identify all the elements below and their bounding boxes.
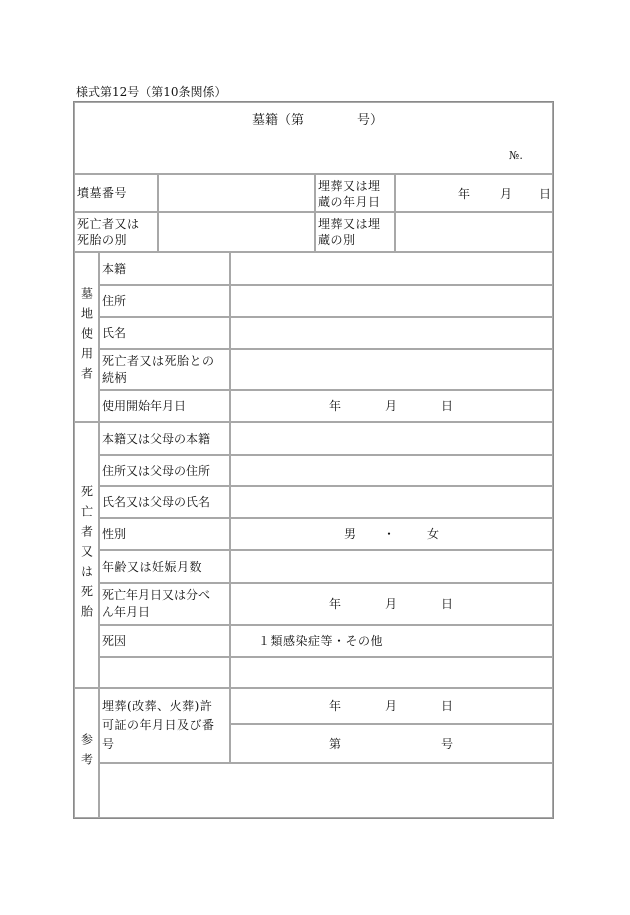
user-start-date-label: 使用開始年月日: [102, 399, 187, 413]
deceased-honseki-label: 本籍又は父母の本籍: [102, 431, 211, 446]
deceased-address-label-cell: [99, 455, 230, 486]
user-section-side-label: 墓地使用者: [79, 287, 94, 387]
permit-label-cell: [99, 688, 230, 763]
user-address-label: 住所: [102, 294, 127, 308]
deceased-type-value-cell[interactable]: [158, 212, 315, 252]
user-section-side-label-cell: [74, 252, 99, 422]
death-date-day: 日: [441, 597, 454, 611]
permit-date-day: 日: [441, 699, 454, 713]
user-start-date-day: 日: [441, 399, 454, 413]
deceased-extra-value-cell[interactable]: [230, 657, 553, 688]
deceased-death-date-label-line-2: ん年月日: [102, 605, 151, 619]
user-start-date-value-cell[interactable]: [230, 390, 553, 422]
deceased-cause-value: １類感染症等・その他: [258, 634, 384, 648]
death-date-year: 年: [329, 597, 342, 611]
grave-number-value-cell[interactable]: [158, 174, 315, 212]
user-relation-value-cell[interactable]: [230, 349, 553, 390]
user-honseki-label-cell: [99, 252, 230, 285]
burial-date-value-cell[interactable]: [395, 174, 553, 212]
deceased-type-label-line-1: 死亡者又は: [77, 217, 140, 231]
sex-option-female[interactable]: 女: [427, 527, 440, 541]
deceased-honseki-value-cell[interactable]: [230, 422, 553, 455]
sex-option-male[interactable]: 男: [344, 527, 357, 541]
burial-date-label-cell: [315, 174, 395, 212]
form-caption: 様式第12号（第10条関係）: [76, 85, 227, 99]
deceased-name-value-cell[interactable]: [230, 486, 553, 518]
user-start-date-year: 年: [329, 399, 342, 413]
deceased-cause-label: 死因: [102, 634, 127, 648]
deceased-cause-value-cell[interactable]: [230, 625, 553, 657]
permit-date-year: 年: [329, 699, 342, 713]
reference-section-side-label-cell: [74, 688, 99, 818]
permit-date-month: 月: [385, 699, 398, 713]
permit-label-line-3: 号: [102, 737, 115, 751]
permit-date-value-cell[interactable]: [230, 688, 553, 724]
grave-register-form: [73, 101, 554, 819]
reference-notes-cell[interactable]: [99, 763, 553, 818]
user-address-label-cell: [99, 285, 230, 317]
user-relation-label-cell: [99, 349, 230, 390]
deceased-type-label-cell: [74, 212, 158, 252]
user-name-label: 氏名: [102, 326, 127, 340]
deceased-age-label: 年齢又は妊娠月数: [102, 559, 203, 574]
deceased-honseki-label-cell: [99, 422, 230, 455]
burial-date-label-line-2: 蔵の年月日: [318, 195, 381, 209]
permit-label-line-1: 埋葬(改葬、火葬)許: [102, 699, 213, 713]
deceased-death-date-label-line-1: 死亡年月日又は分べ: [102, 588, 211, 602]
deceased-section-side-label: 死亡者又は死胎: [79, 485, 94, 625]
deceased-name-label-cell: [99, 486, 230, 518]
deceased-death-date-value-cell[interactable]: [230, 583, 553, 625]
burial-type-label-cell: [315, 212, 395, 252]
deceased-name-label: 氏名又は父母の氏名: [102, 495, 211, 509]
user-address-value-cell[interactable]: [230, 285, 553, 317]
burial-type-label-line-1: 埋葬又は埋: [318, 217, 381, 231]
permit-number-prefix: 第: [329, 737, 342, 751]
burial-date-day: 日: [539, 187, 552, 201]
user-name-label-cell: [99, 317, 230, 349]
permit-label-line-2: 可証の年月日及び番: [102, 718, 215, 732]
burial-date-year: 年: [458, 187, 471, 201]
header-cell: [74, 102, 553, 174]
sex-option-separator: ・: [383, 527, 396, 541]
user-relation-label-line-2: 続柄: [102, 371, 128, 385]
deceased-sex-label: 性別: [102, 527, 127, 541]
user-relation-label-line-1: 死亡者又は死胎との: [102, 354, 215, 368]
grave-number-label-cell: [74, 174, 158, 212]
deceased-extra-label-cell: [99, 657, 230, 688]
deceased-address-value-cell[interactable]: [230, 455, 553, 486]
deceased-section-side-label-cell: [74, 422, 99, 688]
register-title-suffix: 号）: [357, 113, 384, 128]
user-start-date-month: 月: [385, 399, 398, 413]
burial-type-value-cell[interactable]: [395, 212, 553, 252]
user-honseki-label: 本籍: [102, 261, 127, 276]
burial-date-label-line-1: 埋葬又は埋: [318, 179, 381, 193]
deceased-sex-value-cell[interactable]: [230, 518, 553, 550]
deceased-address-label: 住所又は父母の住所: [102, 463, 211, 478]
user-honseki-value-cell[interactable]: [230, 252, 553, 285]
user-start-date-label-cell: [99, 390, 230, 422]
user-name-value-cell[interactable]: [230, 317, 553, 349]
register-title-prefix: 墓籍（第: [252, 113, 305, 128]
deceased-age-label-cell: [99, 550, 230, 583]
permit-number-suffix: 号: [441, 737, 454, 751]
grave-number-label: 墳墓番号: [77, 186, 128, 200]
deceased-cause-label-cell: [99, 625, 230, 657]
deceased-death-date-label-cell: [99, 583, 230, 625]
permit-number-value-cell[interactable]: [230, 724, 553, 763]
deceased-sex-label-cell: [99, 518, 230, 550]
register-no-label: №.: [509, 149, 523, 162]
burial-type-label-line-2: 蔵の別: [318, 233, 356, 247]
death-date-month: 月: [385, 597, 398, 611]
deceased-type-label-line-2: 死胎の別: [77, 233, 128, 247]
burial-date-month: 月: [500, 187, 513, 201]
deceased-age-value-cell[interactable]: [230, 550, 553, 583]
reference-section-side-label: 参考: [79, 733, 94, 773]
